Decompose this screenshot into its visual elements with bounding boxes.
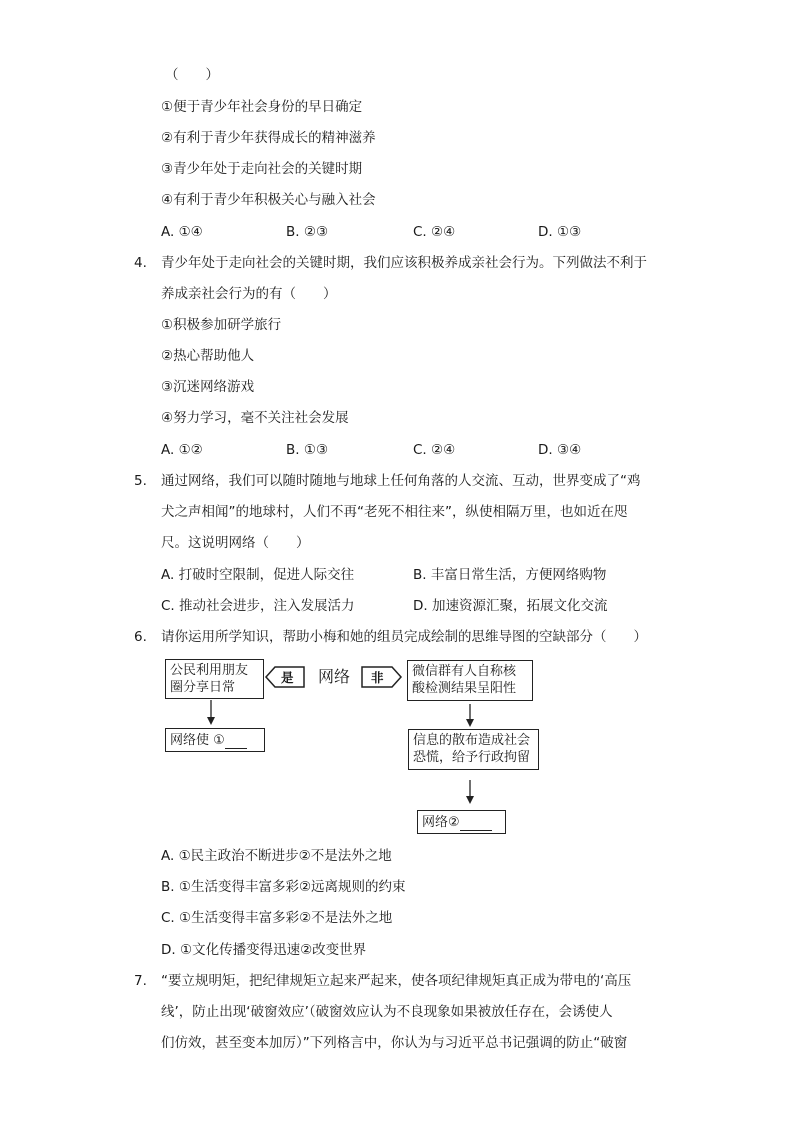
blank-underline-1 [225, 736, 247, 749]
q5-stem-line3: 尺。这说明网络（ ） [161, 535, 310, 551]
q4-number: 4. [134, 255, 147, 271]
q6-option-a[interactable]: A. ①民主政治不断进步②不是法外之地 [161, 848, 392, 864]
q5-number: 5. [134, 473, 147, 489]
q5-stem-line2: 犬之声相闻”的地球村，人们不再“老死不相往来”，纵使相隔万里，也如近在咫 [161, 504, 628, 520]
box-share-moments [165, 659, 264, 699]
box-share-moments-line1: 公民利用朋友 [170, 663, 249, 678]
blank-underline-2 [460, 818, 492, 831]
q6-number: 6. [134, 629, 147, 645]
diagram-center-network: 网络 [318, 667, 351, 686]
box-wechat-rumor [407, 660, 533, 701]
q6-option-b[interactable]: B. ①生活变得丰富多彩②远离规则的约束 [161, 879, 406, 895]
q6-option-c[interactable]: C. ①生活变得丰富多彩②不是法外之地 [161, 910, 393, 926]
q3-option-a[interactable]: A. ①④ [161, 224, 203, 240]
q6-option-d[interactable]: D. ①文化传播变得迅速②改变世界 [161, 942, 367, 958]
q4-option-d[interactable]: D. ③④ [538, 442, 582, 458]
q7-stem-line2: 线’，防止出现‘破窗效应’（破窗效应认为不良现象如果被放任存在，会诱使人 [161, 1004, 613, 1020]
right-down-arrowhead-2 [466, 796, 474, 804]
q4-stem-line1: 青少年处于走向社会的关键时期，我们应该积极养成亲社会行为。下列做法不利于 [161, 255, 647, 271]
q5-option-d[interactable]: D. 加速资源汇聚，拓展文化交流 [413, 598, 608, 614]
box-detention-line1: 信息的散布造成社会 [413, 733, 531, 748]
box-network-effect-blank-2-text: 网络② [422, 815, 460, 830]
q5-option-c[interactable]: C. 推动社会进步，注入发展活力 [161, 598, 355, 614]
q5-option-b[interactable]: B. 丰富日常生活，方便网络购物 [413, 567, 607, 583]
box-network-effect-blank-1-text: 网络使 ① [170, 733, 225, 748]
q4-item-2: ②热心帮助他人 [161, 348, 255, 364]
q3-item-2: ②有利于青少年获得成长的精神滋养 [161, 130, 376, 146]
q5-option-a[interactable]: A. 打破时空限制，促进人际交往 [161, 567, 355, 583]
box-detention-line2: 恐慌，给予行政拘留 [413, 750, 531, 765]
right-down-arrowhead-1 [466, 719, 474, 727]
box-wechat-rumor-line2: 酸检测结果呈阳性 [412, 681, 517, 696]
box-wechat-rumor-line1: 微信群有人自称核 [412, 664, 517, 679]
q3-item-3: ③青少年处于走向社会的关键时期 [161, 161, 363, 177]
box-network-effect-blank-1 [165, 728, 265, 752]
q3-item-1: ①便于青少年社会身份的早日确定 [161, 99, 363, 115]
arrow-label-no: 非 [371, 670, 384, 685]
left-down-arrowhead [207, 717, 215, 725]
box-share-moments-line2: 圈分享日常 [170, 680, 236, 695]
q4-item-3: ③沉迷网络游戏 [161, 379, 255, 395]
q4-option-c[interactable]: C. ②④ [413, 442, 456, 458]
q4-stem-line2: 养成亲社会行为的有（ ） [161, 286, 337, 302]
box-detention [408, 729, 539, 770]
q3-option-d[interactable]: D. ①③ [538, 224, 582, 240]
arrow-label-yes: 是 [281, 670, 294, 685]
q3-option-b[interactable]: B. ②③ [286, 224, 329, 240]
q7-stem-line1: “要立规明矩，把纪律规矩立起来严起来，使各项纪律规矩真正成为带电的‘高压 [161, 973, 632, 989]
q4-item-1: ①积极参加研学旅行 [161, 317, 282, 333]
q3-paren: （ ） [165, 67, 219, 83]
q3-option-c[interactable]: C. ②④ [413, 224, 456, 240]
q3-item-4: ④有利于青少年积极关心与融入社会 [161, 192, 376, 208]
q6-stem: 请你运用所学知识，帮助小梅和她的组员完成绘制的思维导图的空缺部分（ ） [161, 629, 647, 645]
q4-option-b[interactable]: B. ①③ [286, 442, 329, 458]
q5-stem-line1: 通过网络，我们可以随时随地与地球上任何角落的人交流、互动，世界变成了“鸡 [161, 473, 641, 489]
q4-option-a[interactable]: A. ①② [161, 442, 203, 458]
q4-item-4: ④努力学习，毫不关注社会发展 [161, 410, 349, 426]
q7-stem-line3: 们仿效，甚至变本加厉）”下列格言中，你认为与习近平总书记强调的防止“破窗 [161, 1035, 628, 1051]
q7-number: 7. [134, 973, 147, 989]
box-network-effect-blank-2 [417, 810, 506, 834]
